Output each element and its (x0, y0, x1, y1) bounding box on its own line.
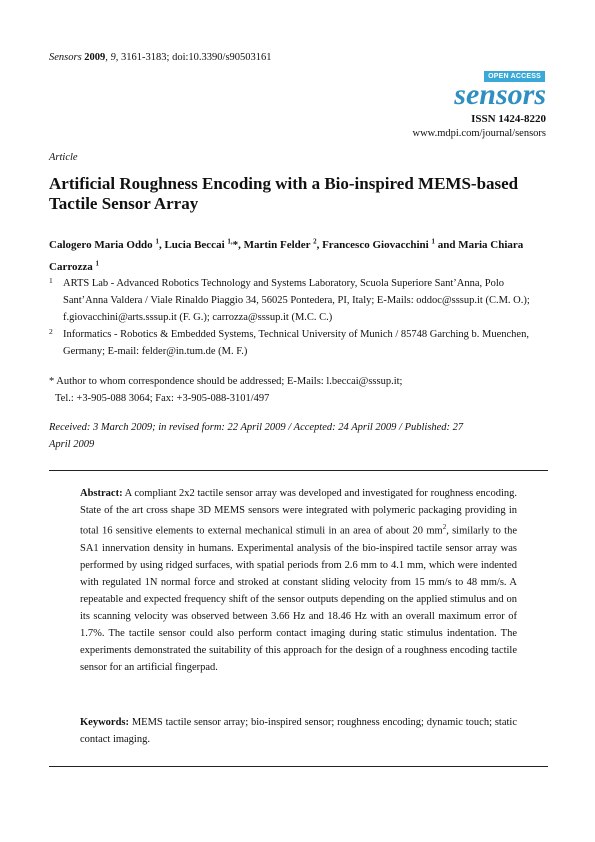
author-name: Lucia Beccai (164, 238, 225, 251)
author-separator: , (158, 238, 165, 251)
author-name: Francesco Giovacchini (322, 238, 429, 251)
divider (49, 470, 548, 471)
keywords (80, 714, 517, 748)
issn: ISSN 1424-8220 (471, 113, 546, 125)
author-affiliation-mark: 2 (313, 237, 317, 245)
author-affiliation-mark: 1 (431, 237, 435, 245)
journal-url[interactable]: www.mdpi.com/journal/sensors (412, 128, 546, 139)
corresponding-author-mark: * (232, 238, 239, 251)
author (322, 239, 458, 251)
author-affiliation-mark: 1 (155, 237, 159, 245)
affiliation-number: 1 (49, 276, 53, 285)
correspondence (49, 373, 548, 407)
citation-rest: , 3161-3183; doi:10.3390/s90503161 (115, 52, 272, 63)
abstract (80, 485, 517, 676)
author-list (49, 232, 548, 277)
author-separator: and (434, 238, 459, 251)
author-separator: , (316, 238, 323, 251)
publication-dates: Received: 3 March 2009; in revised form: 22 April 2009 / Accepted: 24 April 2009 / Published: 27 April 2009 (49, 422, 464, 450)
affiliation-text: Informatics - Robotics & Embedded Systems, Technical University of Munich / 85748 Garching b. Muenchen, Germany; E-mail: felder@in.tum.de (M. F.) (63, 329, 529, 357)
keywords-text: MEMS tactile sensor array; bio-inspired sensor; roughness encoding; dynamic touch; static contact imaging. (80, 717, 517, 745)
author-separator: , (238, 238, 244, 251)
author-name: Martin Felder (243, 238, 311, 251)
abstract-text: A compliant 2x2 tactile sensor array was developed and investigated for roughness encoding. State of the art cross shape 3D MEMS sensors were integrated with polymeric packaging providing in total 16 sensitive elements to external mechanical stimuli in an area of about 20 mm (80, 488, 517, 537)
author (49, 239, 164, 251)
citation-volume: 9 (110, 52, 116, 63)
abstract-label: Abstract: (80, 488, 123, 499)
paper-title: Artificial Roughness Encoding with a Bio-inspired MEMS-based Tactile Sensor Array (49, 174, 519, 213)
citation-line: Sensors 2009, 9, 3161-3183; doi:10.3390/s90503161 (49, 52, 272, 63)
author-affiliation-mark: 1 (95, 259, 100, 268)
author-affiliation-mark: 1, (227, 237, 233, 245)
correspondence-line-2: Tel.: +3-905-088 3064; Fax: +3-905-088-3101/497 (55, 393, 270, 404)
author (244, 239, 322, 251)
affiliation-text: ARTS Lab - Advanced Robotics Technology and Systems Laboratory, Scuola Superiore Sant’Anna, Polo Sant’Anna Valdera / Viale Rinaldo Piaggio 34, 56025 Pontedera, PI, Italy; E-Mails: oddoc@sssup.it (C.M. O.); f.giovacchini@arts.sssup.it (F. G.); carrozza@sssup.it (M.C. C.) (63, 278, 530, 323)
affiliation-1 (49, 275, 548, 326)
abstract-text-continued: , similarly to the SA1 innervation density in humans. Experimental analysis of the bio-inspired tactile sensor array was performed by using ridged surfaces, with spatial periods from 2.6 mm to 4.1 mm, which were indented with regulated 1N normal force and stroked at constant sliding velocity from 15 mm/s to 48 mm/s. A repeatable and expected frequency shift of the sensor outputs depending on the applied stimulus and on its scanning velocity was observed between 3.66 Hz and 18.46 Hz with an overall maximum error of 1.7%. The tactile sensor could also perform contact imaging during static stimulus indentation. The experiments demonstrated the suitability of this approach for the design of a roughness encoding tactile sensor for an artificial fingerpad. (80, 525, 517, 673)
divider (49, 766, 548, 767)
author (164, 239, 243, 251)
affiliation-2 (49, 326, 548, 360)
affiliation-number: 2 (49, 327, 53, 336)
abstract-superscript: 2 (442, 523, 447, 531)
citation-journal: Sensors (49, 52, 82, 63)
author-name: Maria Chiara Carrozza (49, 238, 524, 274)
article-type: Article (49, 152, 78, 163)
keywords-label: Keywords: (80, 717, 129, 728)
correspondence-line-1: * Author to whom correspondence should be addressed; E-Mails: l.beccai@sssup.it; (49, 376, 403, 387)
citation-year: 2009 (84, 52, 106, 63)
journal-logo: sensors (454, 78, 546, 111)
author-name: Calogero Maria Oddo (49, 238, 153, 251)
open-access-badge: OPEN ACCESS (484, 71, 545, 82)
